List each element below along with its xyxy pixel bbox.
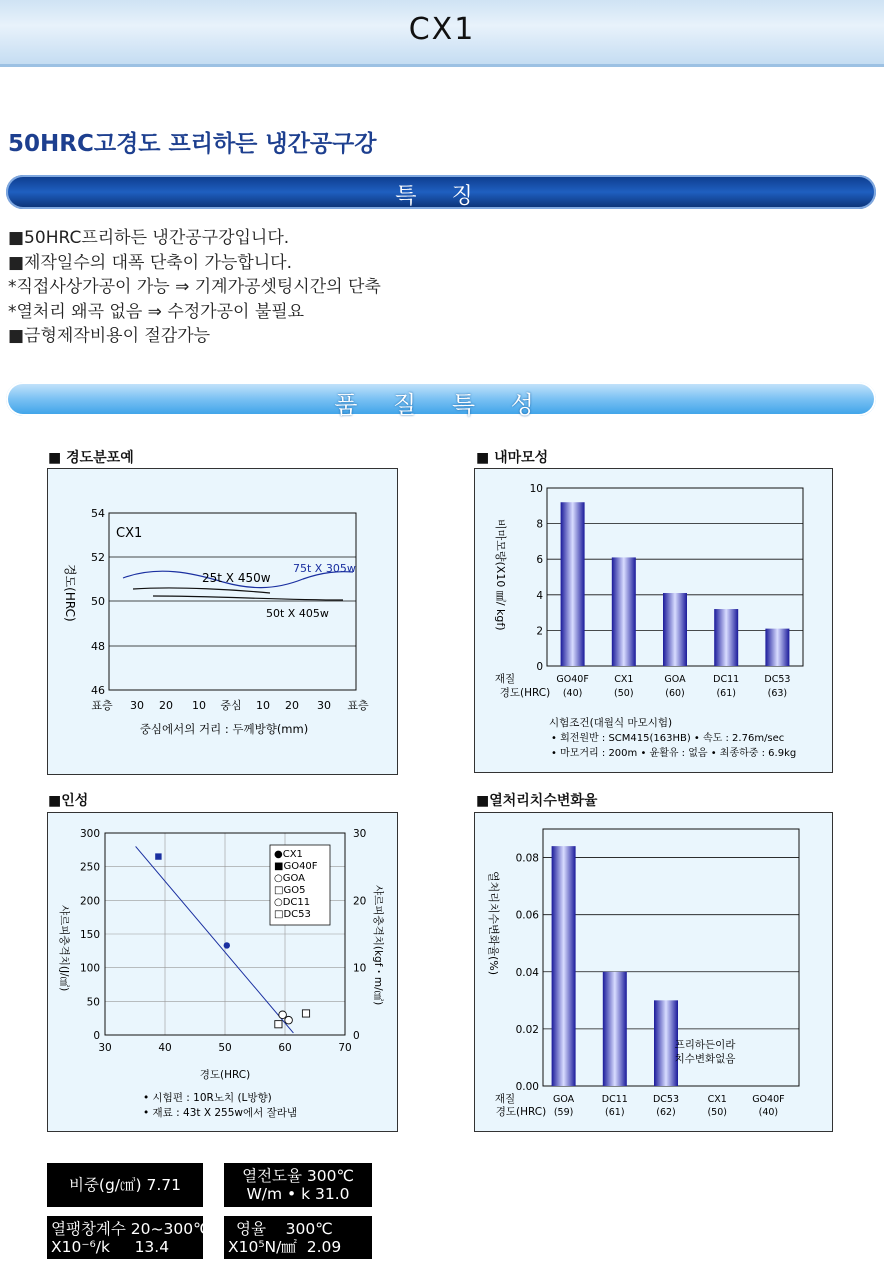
hardness-chart bbox=[48, 469, 397, 774]
y-tick: 10 bbox=[529, 483, 543, 495]
x-axis-label: 중심에서의 거리 : 두께방향(mm) bbox=[139, 722, 309, 736]
wear-chart bbox=[475, 469, 832, 772]
features-header bbox=[6, 175, 876, 209]
features-header-label: 특 징 bbox=[395, 184, 487, 209]
property-line: 비중(g/㎤) 7.71 bbox=[68, 1176, 182, 1194]
series-line-25t bbox=[133, 588, 270, 593]
x-hardness-label: (60) bbox=[665, 688, 685, 699]
x-tick: 30 bbox=[98, 1042, 112, 1054]
y-axis-label: 열처리치수변화율(%) bbox=[487, 871, 500, 976]
y-tick: 0.08 bbox=[515, 852, 539, 865]
legend-item: □GO5 bbox=[274, 885, 306, 896]
feature-item: ■제작일수의 대폭 단축이 가능합니다. bbox=[8, 252, 293, 273]
y-tick: 0.04 bbox=[515, 966, 539, 979]
x-tick: 표층 bbox=[347, 699, 369, 712]
property-line: 열전도율 300℃ bbox=[242, 1167, 354, 1185]
annotation-line: 프리하든이라 bbox=[674, 1039, 736, 1051]
feature-item: *열처리 왜곡 없음 ⇒ 수정가공이 불필요 bbox=[8, 301, 305, 322]
product-subtitle: 50HRC고경도 프리하든 냉간공구강 bbox=[8, 131, 377, 157]
y-axis-label: 비마모량(X10 ㎣/ kgf) bbox=[494, 519, 507, 631]
bar-dc11 bbox=[603, 972, 627, 1086]
property-line: 영율 300℃ bbox=[236, 1220, 333, 1238]
dimension-heading: ■열처리치수변화율 bbox=[476, 793, 598, 809]
row-label-material: 재질 bbox=[494, 1093, 516, 1105]
x-hardness-label: (40) bbox=[562, 688, 583, 699]
x-hardness-label: (61) bbox=[605, 1107, 625, 1118]
series-label-25t: 25t X 450w bbox=[202, 571, 271, 585]
legend-item: ■GO40F bbox=[274, 861, 318, 872]
bar-goa bbox=[663, 593, 687, 666]
property-line: X10⁵N/㎟ 2.09 bbox=[228, 1238, 342, 1256]
x-hardness-label: (50) bbox=[707, 1107, 727, 1118]
y-tick: 48 bbox=[91, 640, 105, 653]
y-tick: 200 bbox=[79, 895, 100, 908]
legend-item: ●CX1 bbox=[274, 849, 303, 860]
x-tick: 50 bbox=[218, 1042, 232, 1054]
y-tick-right: 10 bbox=[353, 962, 367, 975]
x-hardness-label: (62) bbox=[656, 1107, 676, 1118]
series-label-50t: 50t X 405w bbox=[266, 607, 329, 620]
y-tick: 52 bbox=[91, 551, 105, 564]
point-dc53 bbox=[275, 1021, 282, 1028]
y-tick: 50 bbox=[86, 996, 100, 1009]
point-dc11 bbox=[285, 1016, 293, 1024]
y-tick: 2 bbox=[536, 625, 543, 638]
property-line: X10⁻⁶/k 13.4 bbox=[51, 1238, 170, 1256]
x-category-label: GO40F bbox=[556, 674, 589, 685]
toughness-note-2: • 재료 : 43t X 255w에서 잘라냄 bbox=[143, 1107, 298, 1119]
y-tick-right: 30 bbox=[353, 828, 367, 840]
toughness-chart bbox=[48, 813, 397, 1131]
x-hardness-label: (40) bbox=[758, 1107, 779, 1118]
page-title: CX1 bbox=[408, 12, 476, 47]
y-tick: 0.06 bbox=[515, 909, 539, 922]
y-tick: 54 bbox=[91, 507, 105, 520]
series-line-50t bbox=[153, 596, 343, 600]
x-hardness-label: (59) bbox=[553, 1107, 574, 1118]
x-category-label: GO40F bbox=[752, 1094, 785, 1105]
y-tick: 0.02 bbox=[515, 1023, 539, 1036]
row-label-material: 재질 bbox=[494, 673, 516, 685]
y-tick: 4 bbox=[536, 589, 543, 602]
wear-note-3: • 마모거리 : 200m • 윤활유 : 없음 • 최종하중 : 6.9kg bbox=[551, 748, 797, 759]
title-banner bbox=[0, 0, 884, 67]
x-category-label: CX1 bbox=[614, 674, 634, 685]
y-tick: 250 bbox=[79, 861, 100, 874]
property-line: W/m • k 31.0 bbox=[246, 1185, 350, 1203]
x-tick: 30 bbox=[317, 699, 331, 712]
x-tick: 40 bbox=[158, 1042, 172, 1054]
y-tick: 8 bbox=[536, 518, 543, 531]
y-tick: 46 bbox=[91, 684, 105, 697]
toughness-chart-box bbox=[47, 812, 398, 1132]
x-tick-labels bbox=[91, 698, 369, 712]
bar-dc53 bbox=[765, 629, 789, 666]
x-tick: 60 bbox=[278, 1042, 292, 1054]
quality-header bbox=[6, 382, 876, 419]
property-plate-youngs bbox=[224, 1216, 372, 1259]
x-category-label: DC53 bbox=[764, 674, 791, 685]
y-tick: 150 bbox=[79, 929, 100, 941]
x-tick: 20 bbox=[285, 699, 299, 712]
y-tick: 0.00 bbox=[515, 1081, 539, 1093]
y-axis-label: 샤르피충격치(J/㎠) bbox=[58, 905, 70, 992]
y-tick-right: 0 bbox=[353, 1030, 360, 1042]
quality-header-label: 품 질 특 성 bbox=[334, 391, 548, 419]
y-tick: 100 bbox=[79, 962, 100, 975]
x-tick: 표층 bbox=[91, 699, 113, 712]
toughness-note-1: • 시험편 : 10R노치 (L방향) bbox=[143, 1092, 272, 1104]
x-tick: 중심 bbox=[220, 699, 242, 712]
y-tick: 0 bbox=[93, 1030, 100, 1042]
x-tick: 30 bbox=[130, 699, 144, 712]
wear-note-1: 시험조건(대월식 마모시험) bbox=[549, 717, 673, 729]
y-tick: 300 bbox=[79, 828, 100, 840]
x-category-label: DC11 bbox=[601, 1094, 628, 1105]
property-plate-density bbox=[47, 1163, 203, 1207]
point-go5 bbox=[302, 1010, 309, 1017]
x-hardness-label: (61) bbox=[716, 688, 736, 699]
x-tick: 10 bbox=[192, 699, 206, 712]
feature-item: ■금형제작비용이 절감가능 bbox=[8, 326, 211, 346]
wear-heading: ■ 내마모성 bbox=[476, 450, 549, 466]
y-axis-label: 경도(HRC) bbox=[63, 564, 77, 622]
toughness-heading: ■인성 bbox=[48, 793, 89, 809]
series-label-75t: 75t X 305w bbox=[293, 562, 356, 575]
legend-item: ○GOA bbox=[274, 873, 306, 884]
dimension-chart bbox=[475, 813, 832, 1131]
dimension-chart-box bbox=[474, 812, 833, 1132]
wear-chart-box bbox=[474, 468, 833, 773]
x-tick: 10 bbox=[256, 699, 270, 712]
wear-note-2: • 회전원반 : SCM415(163HB) • 속도 : 2.76m/sec bbox=[551, 733, 785, 744]
bar-cx1 bbox=[612, 557, 636, 666]
annotation-line: 치수변화없음 bbox=[674, 1053, 736, 1065]
point-go40f bbox=[155, 853, 161, 859]
row-label-hardness: 경도(HRC) bbox=[499, 687, 551, 699]
x-category-label: CX1 bbox=[707, 1094, 727, 1105]
bar-dc11 bbox=[714, 609, 738, 666]
x-category-label: GOA bbox=[664, 674, 686, 685]
x-hardness-label: (63) bbox=[767, 688, 788, 699]
property-line: 열팽창계수 20~300℃ bbox=[51, 1220, 211, 1238]
point-cx1 bbox=[224, 942, 230, 948]
bar-goa bbox=[552, 846, 576, 1086]
y-tick: 6 bbox=[536, 554, 543, 567]
property-plate-conductivity bbox=[224, 1163, 372, 1207]
legend-item: ○DC11 bbox=[274, 897, 311, 908]
y-tick: 50 bbox=[91, 595, 105, 608]
row-label-hardness: 경도(HRC) bbox=[495, 1106, 547, 1118]
point-goa bbox=[279, 1011, 287, 1019]
hardness-heading: ■ 경도분포예 bbox=[48, 450, 134, 466]
bar-go40f bbox=[561, 502, 585, 666]
feature-item: ■50HRC프리하든 냉간공구강입니다. bbox=[8, 228, 290, 248]
features-list bbox=[8, 226, 381, 349]
x-axis-label: 경도(HRC) bbox=[199, 1069, 251, 1081]
property-plate-expansion bbox=[47, 1216, 211, 1259]
y-tick: 0 bbox=[536, 661, 543, 673]
x-tick: 70 bbox=[338, 1042, 352, 1054]
legend-item: □DC53 bbox=[274, 909, 311, 920]
x-category-label: DC53 bbox=[652, 1094, 680, 1105]
x-hardness-label: (50) bbox=[614, 688, 634, 699]
x-tick: 20 bbox=[159, 699, 173, 712]
feature-item: *직접사상가공이 가능 ⇒ 기계가공셋팅시간의 단축 bbox=[8, 277, 381, 297]
chart-title: CX1 bbox=[116, 526, 143, 541]
x-category-label: DC11 bbox=[713, 674, 740, 685]
hardness-chart-box bbox=[47, 468, 398, 775]
y-axis-label-right: 샤르피충격치(kgf・m/㎠) bbox=[372, 885, 384, 1006]
x-category-label: GOA bbox=[553, 1094, 575, 1105]
y-tick-right: 20 bbox=[353, 895, 367, 908]
